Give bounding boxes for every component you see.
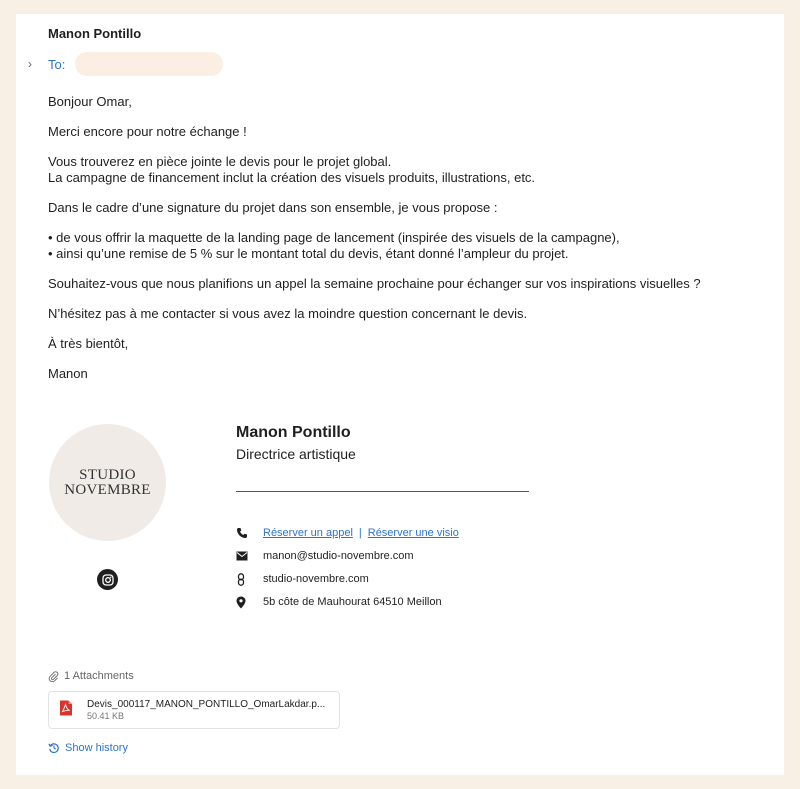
show-history-label[interactable]: Show history	[65, 742, 128, 754]
recipient-chip[interactable]	[75, 52, 223, 76]
body-paragraph: Souhaitez-vous que nous planifions un appel la semaine prochaine pour échanger sur vos inspirations visuelles ?	[48, 276, 701, 291]
contact-email[interactable]: manon@studio-novembre.com	[263, 550, 414, 562]
body-thanks: Merci encore pour notre échange !	[48, 124, 247, 139]
attachment-item[interactable]	[48, 691, 340, 729]
attachments-count: 1 Attachments	[64, 670, 134, 682]
body-list-item: • de vous offrir la maquette de la landing page de lancement (inspirée des visuels de la campagne),	[48, 230, 620, 245]
chevron-right-icon[interactable]: ›	[28, 57, 32, 71]
signature-divider	[236, 491, 529, 492]
instagram-icon[interactable]	[97, 569, 118, 590]
show-history-button[interactable]	[48, 742, 128, 754]
to-label: To:	[48, 56, 66, 72]
body-closing: À très bientôt,	[48, 336, 129, 351]
body-line: La campagne de financement inclut la création des visuels produits, illustrations, etc.	[48, 170, 536, 185]
email-body	[48, 94, 768, 396]
body-list	[48, 230, 768, 262]
body-line: Vous trouverez en pièce jointe le devis pour le projet global.	[48, 154, 392, 169]
link-separator: |	[358, 527, 362, 539]
attachment-filename: Devis_000117_MANON_PONTILLO_OmarLakdar.p...	[87, 698, 326, 710]
link-icon	[236, 573, 263, 586]
body-list-item: • ainsi qu’une remise de 5 % sur le montant total du devis, étant donné l’ampleur du projet.	[48, 246, 569, 261]
body-paragraph: N’hésitez pas à me contacter si vous avez la moindre question concernant le devis.	[48, 306, 528, 321]
contact-row-website	[236, 570, 369, 588]
contact-row-email	[236, 547, 414, 565]
phone-icon	[236, 527, 263, 539]
email-card	[16, 14, 784, 775]
recipients-row[interactable]	[28, 52, 223, 76]
contact-website[interactable]: studio-novembre.com	[263, 573, 369, 585]
contact-row-booking	[236, 524, 459, 542]
signature-name: Manon Pontillo	[236, 424, 351, 441]
logo-line: STUDIO	[79, 466, 136, 483]
book-visio-link[interactable]: Réserver une visio	[367, 527, 459, 539]
history-icon	[48, 742, 60, 754]
body-paragraph	[48, 154, 768, 186]
paperclip-icon	[48, 671, 59, 682]
book-call-link[interactable]: Réserver un appel	[263, 527, 353, 539]
contact-row-address	[236, 593, 442, 611]
contact-address: 5b côte de Mauhourat 64510 Meillon	[263, 596, 442, 608]
attachment-filesize: 50.41 KB	[87, 710, 125, 721]
studio-logo	[49, 424, 166, 541]
sender-name: Manon Pontillo	[48, 26, 142, 41]
mail-icon	[236, 551, 263, 561]
location-pin-icon	[236, 596, 263, 609]
body-paragraph: Dans le cadre d’une signature du projet dans son ensemble, je vous propose :	[48, 200, 498, 215]
attachments-header	[48, 670, 134, 682]
pdf-file-icon	[59, 700, 87, 721]
attachment-info	[87, 699, 325, 722]
logo-line: NOVEMBRE	[64, 481, 151, 498]
body-signoff: Manon	[48, 366, 88, 381]
body-greeting: Bonjour Omar,	[48, 94, 132, 109]
signature-role: Directrice artistique	[236, 446, 356, 462]
